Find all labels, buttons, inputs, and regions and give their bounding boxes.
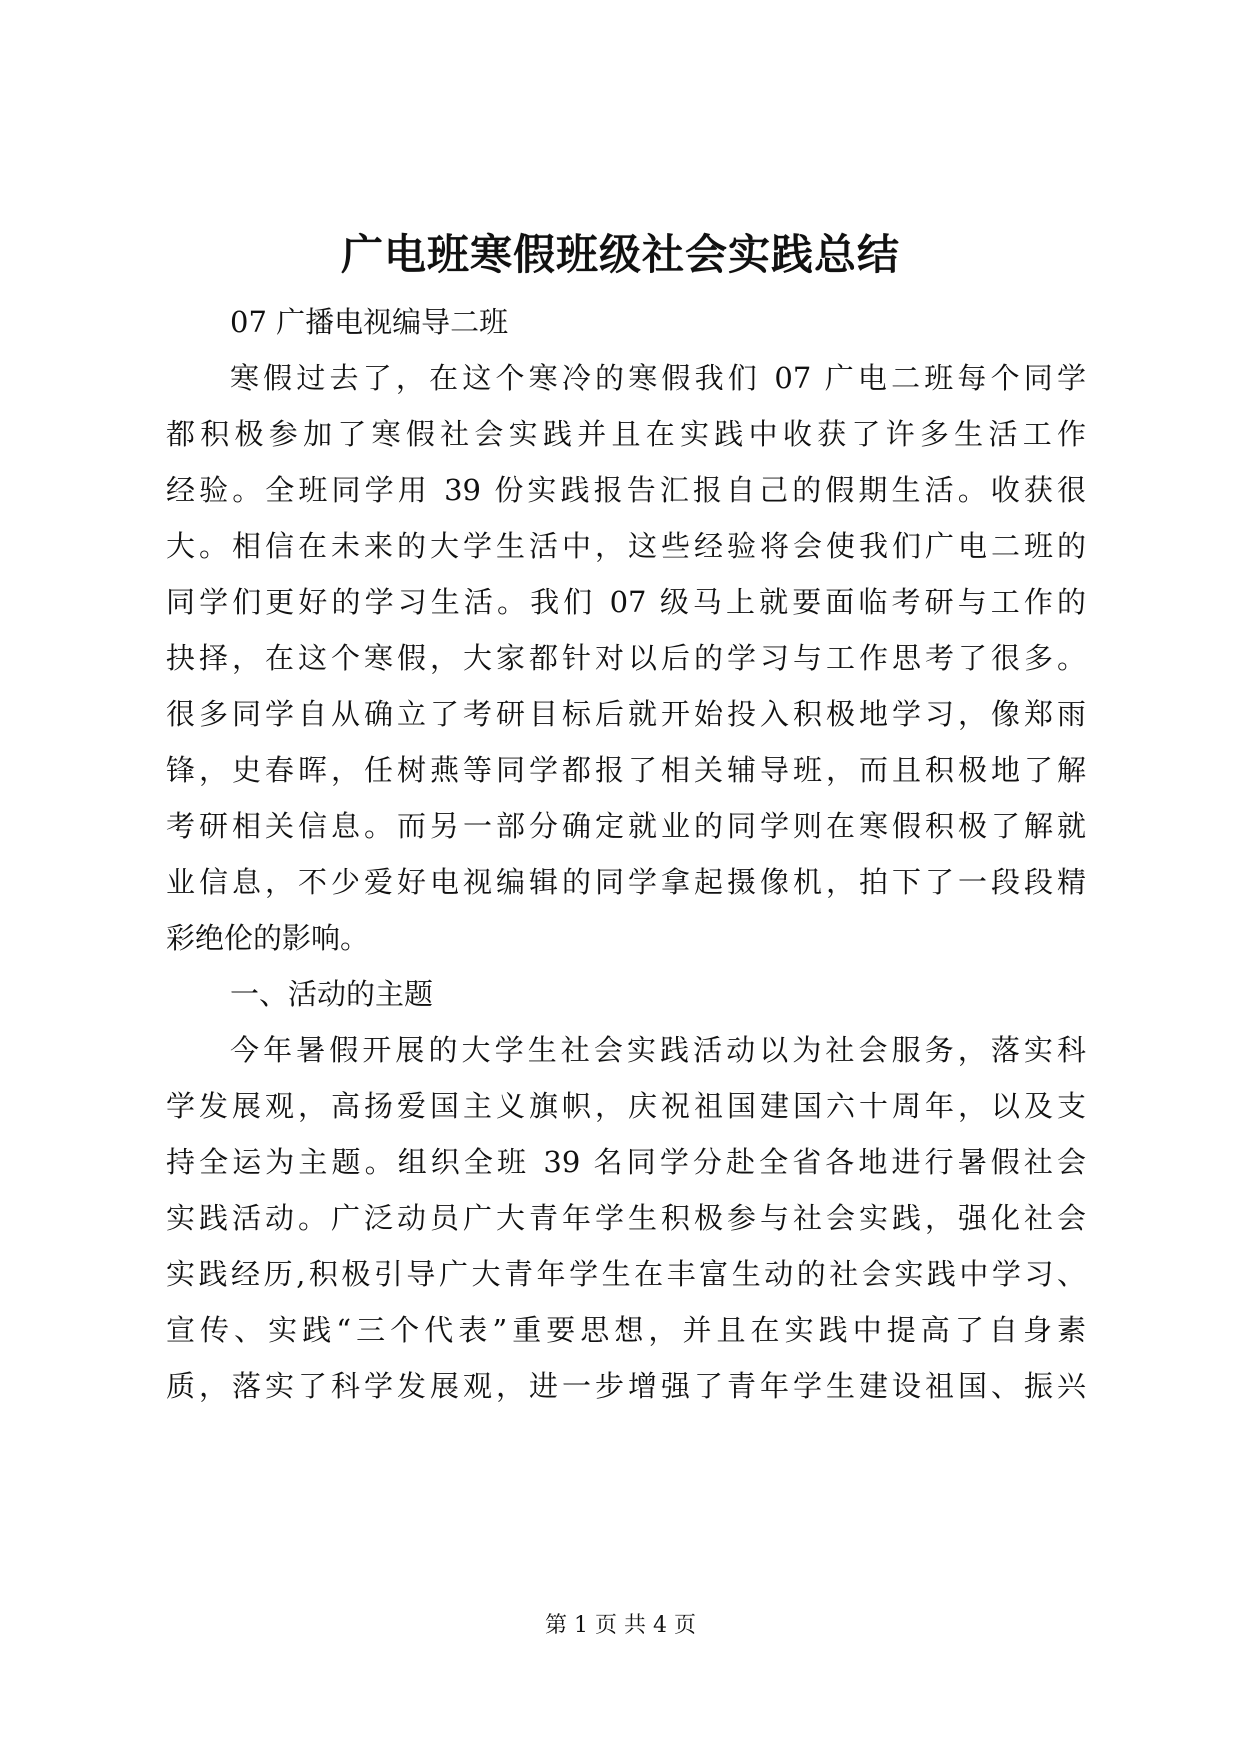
document-subtitle: 07 广播电视编导二班 <box>230 305 509 339</box>
paragraph-2-line: 今年暑假开展的大学生社会实践活动以为社会服务，落实科 <box>230 1033 1086 1067</box>
paragraph-1-line: 寒假过去了，在这个寒冷的寒假我们 07 广电二班每个同学 <box>230 361 1086 395</box>
paragraph-1-line: 都积极参加了寒假社会实践并且在实践中收获了许多生活工作 <box>166 417 1086 451</box>
paragraph-1-line: 经验。全班同学用 39 份实践报告汇报自己的假期生活。收获很 <box>166 473 1086 507</box>
paragraph-2-line: 实践活动。广泛动员广大青年学生积极参与社会实践，强化社会 <box>166 1201 1086 1235</box>
paragraph-2-line: 实践经历,积极引导广大青年学生在丰富生动的社会实践中学习、 <box>166 1257 1086 1291</box>
section-heading: 一、活动的主题 <box>230 977 434 1011</box>
paragraph-1-line: 抉择，在这个寒假，大家都针对以后的学习与工作思考了很多。 <box>166 641 1086 675</box>
document-title: 广电班寒假班级社会实践总结 <box>340 230 900 279</box>
paragraph-2-line: 学发展观，高扬爱国主义旗帜，庆祝祖国建国六十周年，以及支 <box>166 1089 1086 1123</box>
page-number-footer: 第 1 页 共 4 页 <box>545 1613 696 1638</box>
paragraph-1-line: 彩绝伦的影响。 <box>166 921 370 955</box>
paragraph-2-line: 质，落实了科学发展观，进一步增强了青年学生建设祖国、振兴 <box>166 1369 1086 1403</box>
paragraph-2-line: 持全运为主题。组织全班 39 名同学分赴全省各地进行暑假社会 <box>166 1145 1086 1179</box>
paragraph-2-line: 宣传、实践“三个代表”重要思想，并且在实践中提高了自身素 <box>166 1313 1086 1347</box>
paragraph-1-line: 锋，史春晖，任树燕等同学都报了相关辅导班，而且积极地了解 <box>166 753 1086 787</box>
paragraph-1-line: 很多同学自从确立了考研目标后就开始投入积极地学习，像郑雨 <box>166 697 1086 731</box>
paragraph-1-line: 业信息，不少爱好电视编辑的同学拿起摄像机，拍下了一段段精 <box>166 865 1086 899</box>
paragraph-1-line: 同学们更好的学习生活。我们 07 级马上就要面临考研与工作的 <box>166 585 1086 619</box>
paragraph-1-line: 大。相信在未来的大学生活中，这些经验将会使我们广电二班的 <box>166 529 1086 563</box>
paragraph-1-line: 考研相关信息。而另一部分确定就业的同学则在寒假积极了解就 <box>166 809 1086 843</box>
